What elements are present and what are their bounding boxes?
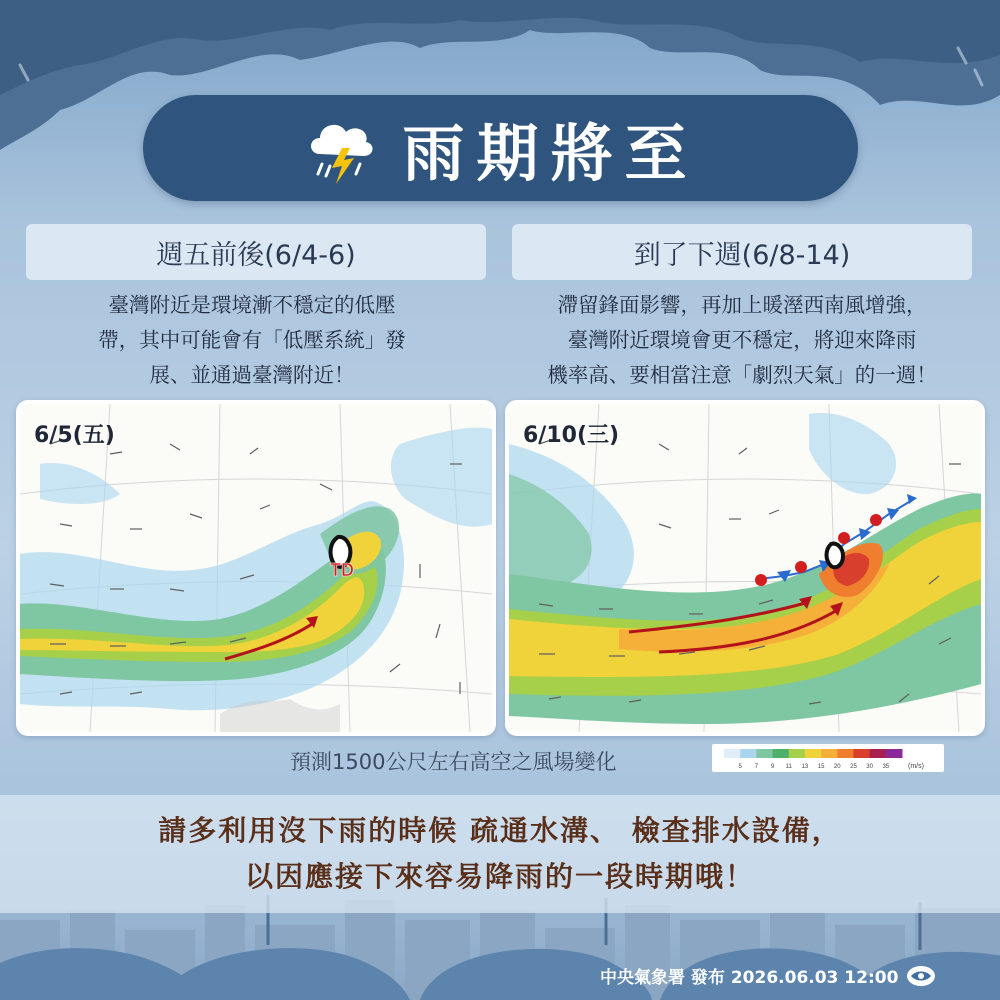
advice-notice bbox=[0, 795, 1000, 913]
description-next-week bbox=[512, 288, 972, 393]
map-label-td: TD bbox=[330, 560, 354, 580]
legend-swatch bbox=[773, 749, 790, 758]
legend-swatch bbox=[853, 749, 870, 758]
legend-swatch bbox=[870, 749, 887, 758]
legend-tick-label: 7 bbox=[754, 764, 759, 770]
description-friday bbox=[22, 288, 482, 393]
wind-map-june-10 bbox=[505, 400, 985, 736]
description-line: 展、並通過臺灣附近！ bbox=[149, 363, 355, 387]
thunderstorm-icon bbox=[302, 108, 382, 188]
wind-field-map bbox=[509, 404, 981, 732]
legend-swatch bbox=[886, 749, 903, 758]
description-line: 臺灣附近環境會更不穩定，將迎來降雨 bbox=[567, 328, 917, 352]
legend-swatch bbox=[837, 749, 854, 758]
legend-tick-label: 25 bbox=[850, 764, 857, 770]
publish-info: 中央氣象署 發布 2026.06.03 12:00 bbox=[600, 968, 899, 988]
wind-map-june-5 bbox=[16, 400, 496, 736]
legend-swatch bbox=[789, 749, 806, 758]
legend-tick-label: 5 bbox=[738, 764, 742, 770]
legend-swatch bbox=[756, 749, 773, 758]
legend-tick-label: 20 bbox=[833, 764, 841, 770]
description-line: 帶，其中可能會有「低壓系統」發 bbox=[98, 328, 406, 352]
section-header-friday: 週五前後(6/4-6) bbox=[26, 224, 486, 280]
notice-line: 請多利用沒下雨的時候 疏通水溝、 檢查排水設備， bbox=[158, 814, 842, 847]
cwa-logo-icon bbox=[906, 964, 936, 988]
map-caption: 預測1500公尺左右高空之風場變化 bbox=[290, 750, 617, 774]
legend-swatch bbox=[724, 749, 741, 758]
publisher-footer bbox=[600, 963, 936, 988]
description-line: 臺灣附近是環境漸不穩定的低壓 bbox=[108, 293, 396, 317]
legend-swatch bbox=[740, 749, 757, 758]
wind-field-map bbox=[20, 404, 492, 732]
legend-tick-label: 35 bbox=[882, 764, 890, 770]
legend-tick-label: 13 bbox=[801, 764, 809, 770]
section-header-next-week: 到了下週(6/8-14) bbox=[512, 224, 972, 280]
page-title: 雨期將至 bbox=[402, 116, 699, 190]
legend-swatch bbox=[805, 749, 822, 758]
legend-tick-label: 11 bbox=[785, 764, 792, 770]
title-banner bbox=[143, 95, 858, 201]
map-date-label: 6/10(三) bbox=[523, 423, 620, 448]
description-line: 機率高、要相當注意「劇烈天氣」的一週！ bbox=[547, 363, 937, 387]
notice-line: 以因應接下來容易降雨的一段時期哦！ bbox=[244, 860, 755, 893]
legend-swatch bbox=[821, 749, 838, 758]
description-line: 滯留鋒面影響，再加上暖溼西南風增強， bbox=[557, 293, 927, 317]
legend-tick-label: 15 bbox=[817, 764, 825, 770]
wind-speed-color-bar bbox=[712, 744, 944, 772]
legend-unit-label: (m/s) bbox=[908, 763, 924, 770]
wind-speed-legend bbox=[712, 744, 944, 772]
map-date-label: 6/5(五) bbox=[34, 423, 115, 448]
legend-tick-label: 9 bbox=[770, 764, 775, 770]
legend-tick-label: 30 bbox=[866, 764, 873, 770]
